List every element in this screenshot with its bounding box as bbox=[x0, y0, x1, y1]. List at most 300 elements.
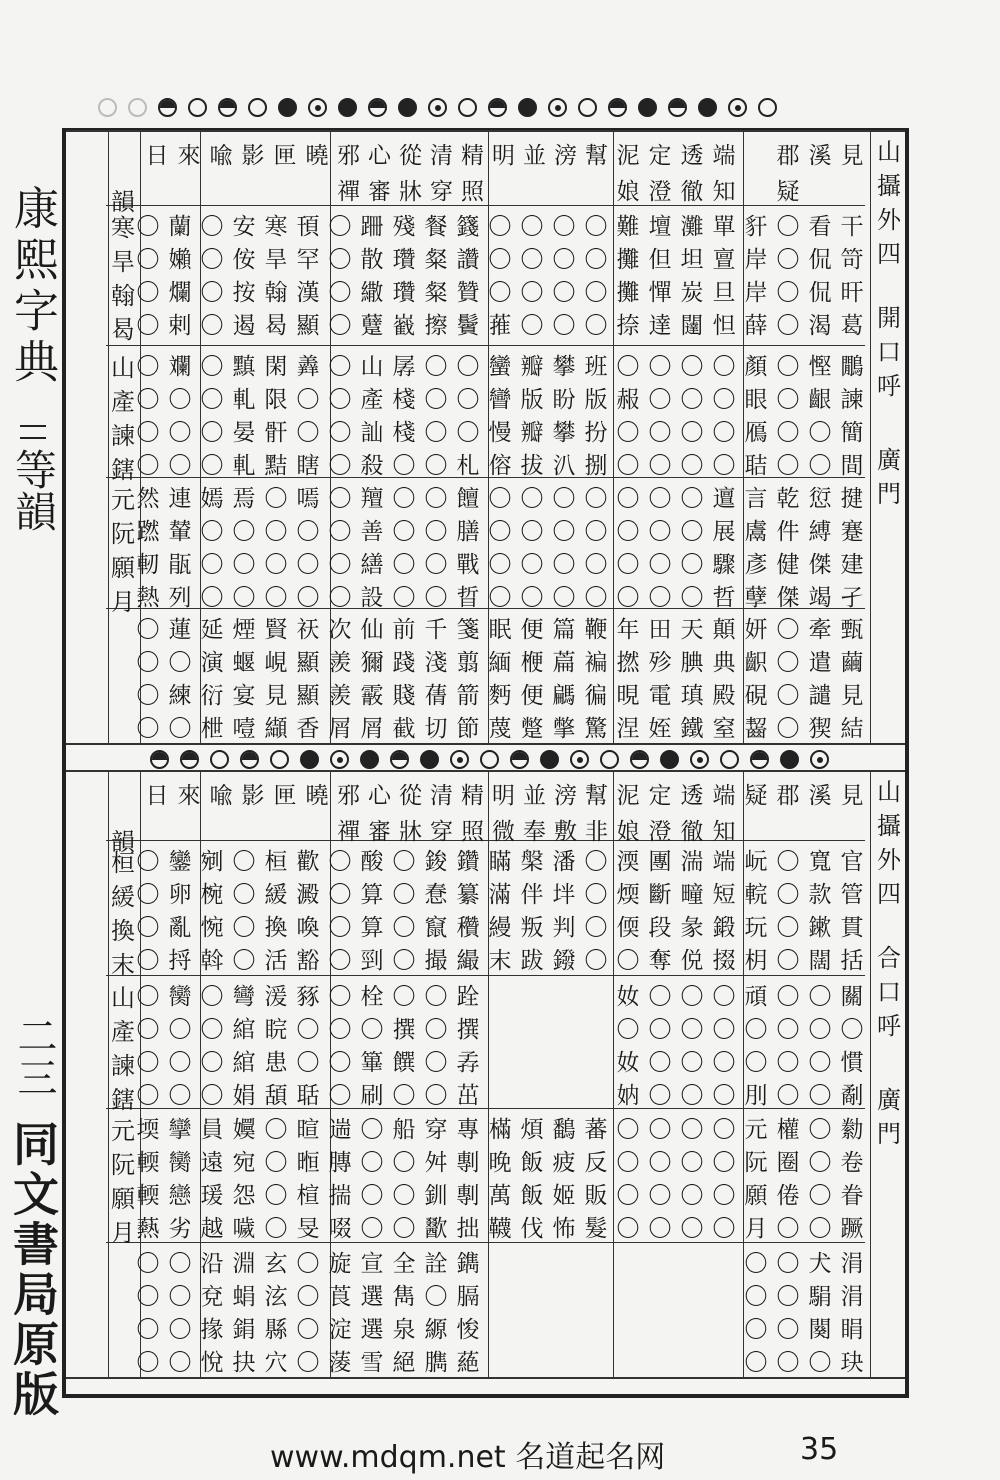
syllable-char: 扮 bbox=[584, 420, 608, 446]
syllable-char: 篇 bbox=[552, 617, 576, 643]
syllable-char: 宴 bbox=[232, 683, 256, 709]
header-char: 匣 bbox=[273, 782, 297, 809]
syllable-column bbox=[228, 846, 260, 978]
syllable-char: 〇 bbox=[296, 1317, 320, 1343]
syllable-char: 〇 bbox=[776, 617, 800, 643]
syllable-column bbox=[676, 846, 708, 978]
syllable-char: 曷 bbox=[264, 313, 288, 339]
syllable-char: 孽 bbox=[744, 585, 768, 611]
syllable-char: 雪 bbox=[360, 1350, 384, 1376]
syllable-column bbox=[548, 483, 580, 615]
syllable-column bbox=[260, 614, 292, 746]
syllable-column bbox=[708, 483, 740, 615]
syllable-char: 〇 bbox=[520, 552, 544, 578]
syllable-char: 滿 bbox=[488, 882, 512, 908]
syllable-column bbox=[132, 483, 164, 615]
header-char: 照 bbox=[461, 818, 484, 845]
initial-column-header bbox=[457, 778, 488, 850]
syllable-char: 嬾 bbox=[168, 247, 192, 273]
header-char: 溪 bbox=[808, 782, 832, 809]
syllable-char: 〇 bbox=[392, 1083, 416, 1109]
syllable-column bbox=[836, 1114, 868, 1246]
header-char: 影 bbox=[241, 142, 265, 169]
syllable-char: 〇 bbox=[648, 552, 672, 578]
syllable-column bbox=[708, 1248, 740, 1380]
syllable-char: 籛 bbox=[456, 214, 480, 240]
syllable-char: 瑗 bbox=[200, 1183, 224, 1209]
syllable-char: 睊 bbox=[840, 1317, 864, 1343]
syllable-char: 〇 bbox=[232, 915, 256, 941]
syllable-column bbox=[164, 981, 196, 1113]
rhyme-label-char: 山 bbox=[111, 984, 135, 1012]
rhyme-row bbox=[132, 614, 868, 746]
syllable-char: 孨 bbox=[456, 1050, 480, 1076]
lower-rubric bbox=[873, 780, 905, 1196]
syllable-char: 繓 bbox=[456, 948, 480, 974]
syllable-char: 纂 bbox=[456, 882, 480, 908]
syllable-char: 縓 bbox=[424, 1317, 448, 1343]
syllable-char: 樠 bbox=[488, 1117, 512, 1143]
syllable-char: 〇 bbox=[616, 453, 640, 479]
syllable-char: 〇 bbox=[200, 280, 224, 306]
syllable-char: 蔆 bbox=[328, 1350, 352, 1376]
syllable-char: 選 bbox=[360, 1284, 384, 1310]
syllable-char: 〇 bbox=[680, 1216, 704, 1242]
syllable-char: 叛 bbox=[520, 915, 544, 941]
syllable-char: 〇 bbox=[328, 552, 352, 578]
rhyme-label-char: 願 bbox=[111, 554, 135, 582]
syllable-char: 〇 bbox=[808, 420, 832, 446]
syllable-char: 徧 bbox=[584, 683, 608, 709]
syllable-char: 〇 bbox=[648, 1150, 672, 1176]
syllable-char: 遣 bbox=[808, 650, 832, 676]
syllable-column bbox=[548, 351, 580, 483]
syllable-column bbox=[644, 1248, 676, 1380]
syllable-char: 齧 bbox=[744, 716, 768, 742]
rhyme-row bbox=[132, 1248, 868, 1380]
syllable-char: 〇 bbox=[712, 1050, 736, 1076]
syllable-char: 岏 bbox=[744, 849, 768, 875]
syllable-char: 貫 bbox=[840, 915, 864, 941]
syllable-column bbox=[804, 483, 836, 615]
syllable-char: 雋 bbox=[392, 1284, 416, 1310]
syllable-char: 〇 bbox=[776, 683, 800, 709]
syllable-char: 驟 bbox=[712, 552, 736, 578]
marker-row-top bbox=[98, 98, 788, 117]
syllable-char: 達 bbox=[648, 313, 672, 339]
syllable-char: 捺 bbox=[616, 313, 640, 339]
initial-column-header bbox=[804, 138, 836, 210]
syllable-char: 切 bbox=[424, 716, 448, 742]
syllable-char: 傛 bbox=[488, 453, 512, 479]
rhyme-label-char: 產 bbox=[111, 1018, 135, 1046]
syllable-char: 言 bbox=[744, 486, 768, 512]
syllable-char: 〇 bbox=[584, 214, 608, 240]
syllable-char: 亶 bbox=[712, 247, 736, 273]
syllable-char: 〇 bbox=[392, 882, 416, 908]
syllable-char: 彖 bbox=[680, 915, 704, 941]
syllable-char: 愆 bbox=[808, 486, 832, 512]
syllable-char: 〇 bbox=[136, 247, 160, 273]
syllable-column bbox=[612, 981, 644, 1113]
syllable-char: 〇 bbox=[264, 1183, 288, 1209]
syllable-char: 瓹 bbox=[168, 552, 192, 578]
tone-marker-half bbox=[218, 98, 237, 117]
syllable-char: 〇 bbox=[264, 1216, 288, 1242]
syllable-column bbox=[708, 846, 740, 978]
syllable-char: 〇 bbox=[808, 1183, 832, 1209]
syllable-char: 〇 bbox=[648, 486, 672, 512]
syllable-char: 〇 bbox=[328, 486, 352, 512]
syllable-char: 鐵 bbox=[680, 716, 704, 742]
tone-marker-half bbox=[510, 750, 529, 769]
syllable-char: 斷 bbox=[648, 882, 672, 908]
syllable-column bbox=[388, 1114, 420, 1246]
syllable-char: 〇 bbox=[136, 948, 160, 974]
syllable-char: 〇 bbox=[712, 1150, 736, 1176]
syllable-char: 〇 bbox=[808, 1117, 832, 1143]
syllable-char: 褊 bbox=[584, 650, 608, 676]
syllable-char: 笴 bbox=[840, 247, 864, 273]
syllable-char: 穴 bbox=[264, 1350, 288, 1376]
syllable-char: 賢 bbox=[264, 617, 288, 643]
initial-column-header bbox=[269, 778, 301, 850]
syllable-char: 〇 bbox=[648, 453, 672, 479]
syllable-char: 管 bbox=[840, 882, 864, 908]
syllable-char: 揵 bbox=[840, 486, 864, 512]
tone-marker-full bbox=[780, 750, 799, 769]
header-char: 見 bbox=[840, 142, 864, 169]
syllable-char: 括 bbox=[840, 948, 864, 974]
syllable-char: 〇 bbox=[232, 519, 256, 545]
syllable-char: 旱 bbox=[264, 247, 288, 273]
tone-marker-dot bbox=[728, 98, 747, 117]
syllable-column bbox=[740, 351, 772, 483]
syllable-char: 〇 bbox=[136, 214, 160, 240]
syllable-column bbox=[708, 211, 740, 343]
syllable-char: 善 bbox=[360, 519, 384, 545]
syllable-char: 黰 bbox=[232, 354, 256, 380]
syllable-char: 聒 bbox=[296, 1083, 320, 1109]
syllable-char: 噎 bbox=[232, 716, 256, 742]
syllable-char: 軔 bbox=[136, 552, 160, 578]
syllable-char: 妠 bbox=[616, 1083, 640, 1109]
initial-column-header bbox=[426, 138, 457, 210]
syllable-column bbox=[196, 351, 228, 483]
syllable-char: 膳 bbox=[456, 519, 480, 545]
header-char: 徹 bbox=[680, 178, 704, 205]
header-char: 影 bbox=[241, 782, 265, 809]
syllable-char: 〇 bbox=[328, 1083, 352, 1109]
header-char: 徹 bbox=[680, 818, 704, 845]
syllable-char: 〇 bbox=[616, 1216, 640, 1242]
syllable-column bbox=[420, 211, 452, 343]
syllable-char: 捌 bbox=[584, 453, 608, 479]
syllable-column bbox=[324, 846, 356, 978]
syllable-column bbox=[228, 1114, 260, 1246]
syllable-char: 闥 bbox=[680, 313, 704, 339]
syllable-char: 輭 bbox=[136, 1183, 160, 1209]
rhyme-label-char: 月 bbox=[111, 1219, 135, 1247]
header-char: 並 bbox=[523, 782, 546, 809]
initial-column-header bbox=[519, 138, 550, 210]
header-char: 端 bbox=[712, 782, 736, 809]
syllable-column bbox=[836, 981, 868, 1113]
rhyme-label-char: 鎋 bbox=[111, 456, 135, 484]
syllable-char: 峴 bbox=[264, 650, 288, 676]
syllable-column bbox=[196, 211, 228, 343]
syllable-char: 旋 bbox=[328, 1251, 352, 1277]
syllable-char: 〇 bbox=[456, 387, 480, 413]
syllable-char: 〇 bbox=[552, 313, 576, 339]
syllable-char: 〇 bbox=[520, 214, 544, 240]
syllable-column bbox=[836, 614, 868, 746]
syllable-char: 〇 bbox=[168, 1317, 192, 1343]
syllable-char: 羴 bbox=[296, 354, 320, 380]
syllable-char: 〇 bbox=[616, 354, 640, 380]
syllable-char: 〇 bbox=[680, 354, 704, 380]
syllable-column bbox=[772, 211, 804, 343]
syllable-char: 蕃 bbox=[584, 1117, 608, 1143]
syllable-char: 〇 bbox=[200, 1050, 224, 1076]
syllable-char: 〇 bbox=[520, 313, 544, 339]
syllable-char: 〇 bbox=[168, 387, 192, 413]
syllable-char: 饘 bbox=[456, 486, 480, 512]
syllable-column bbox=[484, 981, 516, 1113]
syllable-column bbox=[164, 846, 196, 978]
syllable-char: 〇 bbox=[584, 552, 608, 578]
margin-book-title: 康熙字典 bbox=[6, 185, 59, 389]
header-char: 從 bbox=[399, 142, 422, 169]
syllable-char: 繕 bbox=[360, 552, 384, 578]
syllable-char: 〇 bbox=[776, 354, 800, 380]
syllable-char: 〇 bbox=[136, 387, 160, 413]
syllable-char: 〇 bbox=[552, 280, 576, 306]
syllable-char: 慣 bbox=[840, 1050, 864, 1076]
syllable-char: 〇 bbox=[552, 247, 576, 273]
syllable-char: 岸 bbox=[744, 247, 768, 273]
syllable-char: 奻 bbox=[616, 1050, 640, 1076]
syllable-column bbox=[164, 614, 196, 746]
syllable-char: 〇 bbox=[168, 650, 192, 676]
syllable-column bbox=[516, 1248, 548, 1380]
rhyme-label-char: 旱 bbox=[111, 248, 135, 276]
syllable-char: 慳 bbox=[808, 354, 832, 380]
syllable-char: 〇 bbox=[168, 1083, 192, 1109]
syllable-char: 膈 bbox=[456, 1284, 480, 1310]
syllable-char: 玦 bbox=[840, 1350, 864, 1376]
syllable-char: 〇 bbox=[392, 849, 416, 875]
syllable-column bbox=[676, 483, 708, 615]
syllable-char: 牽 bbox=[808, 617, 832, 643]
syllable-char: 萬 bbox=[488, 1183, 512, 1209]
syllable-char: 輭 bbox=[136, 1150, 160, 1176]
syllable-char: 縛 bbox=[808, 519, 832, 545]
syllable-char: 攀 bbox=[552, 420, 576, 446]
syllable-column bbox=[452, 483, 484, 615]
syllable-char: 〇 bbox=[264, 519, 288, 545]
syllable-char: 鷳 bbox=[840, 354, 864, 380]
syllable-char: 淵 bbox=[232, 1251, 256, 1277]
syllable-char: 蜎 bbox=[232, 1284, 256, 1310]
syllable-char: 〇 bbox=[552, 214, 576, 240]
syllable-column bbox=[772, 981, 804, 1113]
syllable-char: 〇 bbox=[424, 1050, 448, 1076]
syllable-char: 兗 bbox=[200, 1284, 224, 1310]
syllable-column bbox=[356, 351, 388, 483]
syllable-char: 眷 bbox=[840, 1183, 864, 1209]
syllable-char: 〇 bbox=[680, 1117, 704, 1143]
syllable-char: 霰 bbox=[360, 683, 384, 709]
syllable-char: 粲 bbox=[424, 280, 448, 306]
syllable-char: 〇 bbox=[488, 280, 512, 306]
syllable-char: 喚 bbox=[296, 915, 320, 941]
syllable-char: 〇 bbox=[552, 552, 576, 578]
syllable-char: 頑 bbox=[744, 984, 768, 1010]
syllable-char: 〇 bbox=[424, 354, 448, 380]
syllable-column bbox=[260, 211, 292, 343]
syllable-column bbox=[676, 1248, 708, 1380]
syllable-char: 甄 bbox=[840, 617, 864, 643]
syllable-column bbox=[804, 614, 836, 746]
syllable-char: 〇 bbox=[136, 849, 160, 875]
syllable-char: 棧 bbox=[392, 387, 416, 413]
header-char: 喩 bbox=[209, 782, 233, 809]
syllable-char: 〇 bbox=[840, 1017, 864, 1043]
syllable-char: 〇 bbox=[648, 1050, 672, 1076]
syllable-column bbox=[260, 351, 292, 483]
syllable-char: 劀 bbox=[840, 1083, 864, 1109]
syllable-column bbox=[772, 351, 804, 483]
syllable-char: 〇 bbox=[680, 585, 704, 611]
syllable-char: 〇 bbox=[744, 1317, 768, 1343]
syllable-column bbox=[644, 351, 676, 483]
syllable-char: 睆 bbox=[264, 1017, 288, 1043]
syllable-char: 〇 bbox=[680, 519, 704, 545]
syllable-char: 斡 bbox=[200, 948, 224, 974]
syllable-char: 舛 bbox=[424, 1150, 448, 1176]
syllable-column bbox=[356, 483, 388, 615]
initial-column-header bbox=[269, 138, 301, 210]
syllable-char: 〇 bbox=[200, 519, 224, 545]
syllable-column bbox=[292, 1248, 324, 1380]
syllable-char: 蘭 bbox=[168, 214, 192, 240]
footer-page-number: 35 bbox=[800, 1432, 839, 1467]
tone-marker-full bbox=[518, 98, 537, 117]
syllable-column bbox=[196, 614, 228, 746]
syllable-char: 〇 bbox=[584, 280, 608, 306]
syllable-char: 奻 bbox=[616, 984, 640, 1010]
tone-marker-empty bbox=[480, 750, 499, 769]
syllable-char: 剸 bbox=[456, 1183, 480, 1209]
syllable-char: 千 bbox=[424, 617, 448, 643]
header-char: 娘 bbox=[616, 178, 640, 205]
syllable-char: 〇 bbox=[712, 1083, 736, 1109]
syllable-char: 版 bbox=[584, 387, 608, 413]
header-char: 並 bbox=[523, 142, 546, 169]
syllable-char: 傑 bbox=[808, 552, 832, 578]
syllable-column bbox=[164, 1114, 196, 1246]
syllable-char: 權 bbox=[776, 1117, 800, 1143]
rhyme-label-char: 月 bbox=[111, 588, 135, 616]
syllable-char: 〇 bbox=[616, 1017, 640, 1043]
syllable-char: 巀 bbox=[392, 313, 416, 339]
syllable-column bbox=[740, 211, 772, 343]
syllable-char: 獮 bbox=[360, 650, 384, 676]
syllable-char: 娟 bbox=[232, 1083, 256, 1109]
syllable-char: 〇 bbox=[360, 1216, 384, 1242]
syllable-char: 〇 bbox=[296, 1350, 320, 1376]
tone-marker-empty bbox=[758, 98, 777, 117]
header-char: 清 bbox=[430, 782, 453, 809]
header-char: 穿 bbox=[430, 178, 453, 205]
syllable-column bbox=[804, 211, 836, 343]
syllable-char: 瓣 bbox=[520, 420, 544, 446]
rhyme-label-char: 阮 bbox=[111, 520, 135, 548]
rhyme-row bbox=[132, 981, 868, 1113]
initial-column-header bbox=[581, 138, 612, 210]
syllable-column bbox=[804, 846, 836, 978]
syllable-char: 鞭 bbox=[584, 617, 608, 643]
syllable-char: 〇 bbox=[232, 849, 256, 875]
syllable-char: 列 bbox=[168, 585, 192, 611]
syllable-char: 判 bbox=[552, 915, 576, 941]
syllable-char: 赧 bbox=[616, 387, 640, 413]
syllable-char: 干 bbox=[840, 214, 864, 240]
syllable-char: 〇 bbox=[328, 387, 352, 413]
syllable-char: 〇 bbox=[136, 313, 160, 339]
syllable-char: 〇 bbox=[776, 387, 800, 413]
syllable-char: 殿 bbox=[712, 683, 736, 709]
tone-marker-half bbox=[630, 750, 649, 769]
syllable-char: 〇 bbox=[200, 984, 224, 1010]
syllable-char: 纈 bbox=[264, 716, 288, 742]
initial-column-header bbox=[676, 138, 708, 210]
header-char: 泥 bbox=[616, 782, 640, 809]
syllable-column bbox=[836, 211, 868, 343]
syllable-char: 啜 bbox=[328, 1216, 352, 1242]
header-char: 幫 bbox=[585, 782, 608, 809]
syllable-char: 鷭 bbox=[552, 1117, 576, 1143]
syllable-char: 〇 bbox=[616, 948, 640, 974]
syllable-char: 勬 bbox=[840, 1117, 864, 1143]
syllable-column bbox=[356, 1248, 388, 1380]
syllable-char: 爛 bbox=[168, 280, 192, 306]
syllable-char: 〇 bbox=[136, 650, 160, 676]
syllable-char: 〇 bbox=[776, 313, 800, 339]
syllable-char: 款 bbox=[808, 882, 832, 908]
syllable-char: 〇 bbox=[392, 453, 416, 479]
syllable-char: 邅 bbox=[712, 486, 736, 512]
syllable-char: 〇 bbox=[328, 313, 352, 339]
syllable-char: 慢 bbox=[488, 420, 512, 446]
syllable-char: 〇 bbox=[328, 915, 352, 941]
syllable-char: 攤 bbox=[616, 280, 640, 306]
initial-column-header bbox=[237, 138, 269, 210]
syllable-char: 鴈 bbox=[744, 420, 768, 446]
syllable-char: 斕 bbox=[168, 354, 192, 380]
initial-column-header bbox=[804, 778, 836, 850]
syllable-char: 掾 bbox=[200, 1317, 224, 1343]
syllable-char: 縵 bbox=[488, 915, 512, 941]
syllable-char: 員 bbox=[200, 1117, 224, 1143]
syllable-char: 〇 bbox=[584, 313, 608, 339]
syllable-column bbox=[580, 1114, 612, 1246]
header-char: 非 bbox=[585, 818, 608, 845]
syllable-char: 騗 bbox=[552, 683, 576, 709]
syllable-char: 緬 bbox=[488, 650, 512, 676]
syllable-char: 典 bbox=[712, 650, 736, 676]
